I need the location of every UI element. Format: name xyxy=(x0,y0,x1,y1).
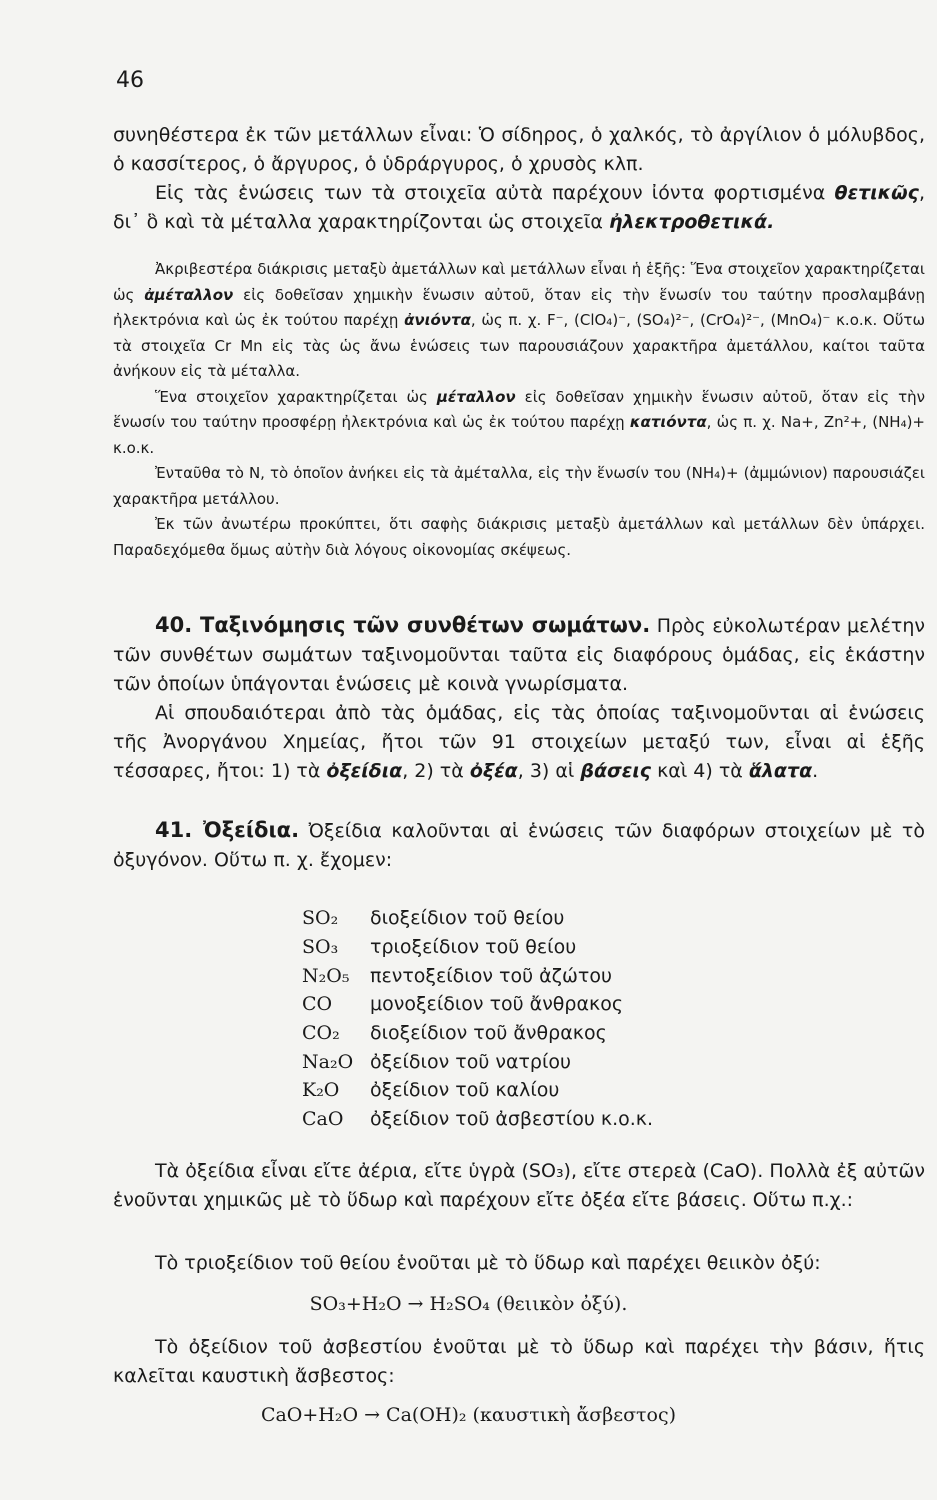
small-p1-text-e: , ὡς π. χ. F⁻, (ClO₄)⁻, (SO₄)²⁻, (CrO₄)²⁻, (MnO₄)⁻ κ.ο.κ. Οὕτω τὰ στοιχεῖα Cr Mn εἰς τὰς ὡς ἄνω ἑνώσεις των παρουσιάζουν χαρακτῆρα ἀμετάλλου, καίτοι ταῦτα ἀνήκουν εἰς τὰ μέταλλα. xyxy=(113,311,926,380)
small-p2-text-c: εἰς δοθεῖσαν χημικὴν ἕνωσιν αὐτοῦ, ὅταν εἰς τὴν ἕνωσίν του ταύτην προσφέρῃ ἠλεκτρόνια καὶ ὡς ἐκ τούτου παρέχῃ xyxy=(113,387,926,431)
oxide-formula: Na₂O xyxy=(302,1050,354,1073)
s40-p2-text-d: καὶ 4) τὰ xyxy=(651,760,749,782)
small-print-section xyxy=(113,257,925,563)
small-p1-text-a: Ἀκριβεστέρα διάκρισις μεταξὺ ἀμετάλλων καὶ μετάλλων εἶναι ἡ ἑξῆς: Ἕνα στοιχεῖον χαρακτηρίζεται ὡς xyxy=(113,260,925,304)
oxide-formula: N₂O₅ xyxy=(302,964,350,987)
oxide-name: τριοξείδιον τοῦ θείου xyxy=(370,936,577,959)
oxide-name: διοξείδιον τοῦ θείου xyxy=(370,907,565,930)
term-ilektrothetika: ἠλεκτροθετικά. xyxy=(608,211,775,233)
intro-p2-text-c: , δι᾽ ὃ καὶ τὰ μέταλλα χαρακτηρίζονται ὡς στοιχεῖα xyxy=(113,182,925,233)
oxide-formula: CO₂ xyxy=(302,1022,340,1045)
oxide-row xyxy=(302,961,653,990)
section-40 xyxy=(113,611,925,786)
term-oxeidia: ὀξείδια xyxy=(326,760,403,782)
small-paragraph-4 xyxy=(113,512,925,563)
term-ametallon: ἀμέταλλον xyxy=(144,285,234,304)
term-kationta: κατιόντα xyxy=(629,413,707,431)
small-p4-text: Ἐκ τῶν ἀνωτέρω προκύπτει, ὅτι σαφὴς διάκρισις μεταξὺ ἀμετάλλων καὶ μετάλλων δὲν ὑπάρχει. Παραδεχόμεθα ὅμως αὐτὴν διὰ λόγους οἰκονομίας σκέψεως. xyxy=(113,515,925,559)
small-p2-text-a: Ἕνα στοιχεῖον χαρακτηρίζεται ὡς xyxy=(155,387,437,406)
small-paragraph-2 xyxy=(113,385,925,462)
oxide-name: διοξείδιον τοῦ ἄνθρακος xyxy=(370,1022,607,1045)
s40-p2-text-e: . xyxy=(812,760,819,782)
after-paragraph-3: Τὸ ὀξείδιον τοῦ ἀσβεστίου ἑνοῦται μὲ τὸ ὕδωρ καὶ παρέχει τὴν βάσιν, ἥτις καλεῖται καυστικὴ ἄσβεστος: xyxy=(113,1336,925,1387)
oxide-row xyxy=(302,904,653,933)
equation-calcium-hydroxide: CaO+H₂O → Ca(OH)₂ (καυστικὴ ἄσβεστος) xyxy=(260,1404,677,1426)
s40-p2-text-b: , 2) τὰ xyxy=(402,760,470,782)
intro-section xyxy=(113,121,925,237)
oxide-row xyxy=(302,1019,653,1048)
oxides-list xyxy=(302,904,653,1134)
section-41-heading: 41. Ὀξείδια. xyxy=(155,818,300,842)
term-vaseis: βάσεις xyxy=(580,760,652,782)
small-p2-text-e: , ὡς π. χ. Na+, Zn²+, (NH₄)+ κ.ο.κ. xyxy=(113,413,925,457)
term-anionta: ἀνιόντα xyxy=(404,311,471,329)
oxide-row xyxy=(302,1105,653,1134)
after-paragraph-1: Τὰ ὀξείδια εἶναι εἴτε ἀέρια, εἴτε ὑγρὰ (SO₃), εἴτε στερεὰ (CaO). Πολλὰ ἐξ αὐτῶν ἑνοῦνται χημικῶς μὲ τὸ ὕδωρ καὶ παρέχουν εἴτε ὀξέα εἴτε βάσεις. Οὕτω π.χ.: xyxy=(113,1160,925,1211)
section-40-heading: 40. Ταξινόμησις τῶν συνθέτων σωμάτων. xyxy=(155,613,651,637)
page-number: 46 xyxy=(116,68,144,93)
intro-p2-text-a: Εἰς τὰς ἑνώσεις των τὰ στοιχεῖα αὐτὰ παρέχουν ἰόντα φορτισμένα xyxy=(155,182,835,204)
oxide-name: ὀξείδιον τοῦ ἀσβεστίου κ.ο.κ. xyxy=(370,1108,654,1131)
small-p3-text: Ἐνταῦθα τὸ N, τὸ ὁποῖον ἀνήκει εἰς τὰ ἀμέταλλα, εἰς τὴν ἕνωσίν του (NH₄)+ (ἀμμώνιον) παρουσιάζει χαρακτῆρα μετάλλου. xyxy=(113,464,925,508)
oxide-formula: K₂O xyxy=(302,1079,340,1102)
oxide-formula: CO xyxy=(302,993,333,1016)
intro-paragraph-1 xyxy=(113,121,925,179)
s40-p2-text-a: Αἱ σπουδαιότεραι ἀπὸ τὰς ὁμάδας, εἰς τὰς ὁποίας ταξινομοῦνται αἱ ἑνώσεις τῆς Ἀνοργάνου Χημείας, ἤτοι τῶν 91 στοιχείων μεταξύ των, εἶναι αἱ ἑξῆς τέσσαρες, ἤτοι: 1) τὰ xyxy=(113,702,925,782)
intro-paragraph-2 xyxy=(113,179,925,237)
term-thetikos: θετικῶς xyxy=(834,182,919,204)
section-41-paragraph xyxy=(113,816,925,875)
equation-sulfuric-acid: SO₃+H₂O → H₂SO₄ (θειικὸν ὀξύ). xyxy=(309,1293,628,1315)
oxide-formula: SO₂ xyxy=(302,907,339,930)
oxide-row xyxy=(302,1047,653,1076)
intro-p1-text: συνηθέστερα ἐκ τῶν μετάλλων εἶναι: Ὁ σίδηρος, ὁ χαλκός, τὸ ἀργίλιον ὁ μόλυβδος, ὁ κασσίτερος, ὁ ἄργυρος, ὁ ὑδράργυρος, ὁ χρυσὸς κλπ. xyxy=(113,124,925,175)
small-paragraph-1 xyxy=(113,257,925,385)
section-41-text: Ὀξείδια καλοῦνται αἱ ἑνώσεις τῶν διαφόρων στοιχείων μὲ τὸ ὀξυγόνον. Οὕτω π. χ. ἔχομεν: xyxy=(113,820,925,871)
cao-paragraph xyxy=(113,1333,925,1391)
small-p1-text-c: εἰς δοθεῖσαν χημικὴν ἕνωσιν αὐτοῦ, ὅταν εἰς τὴν ἕνωσίν του ταύτην προσλαμβάνῃ ἠλεκτρόνια καὶ ὡς ἐκ τούτου παρέχῃ xyxy=(113,285,925,329)
section-40-paragraph-2 xyxy=(113,699,925,786)
oxide-name: πεντοξείδιον τοῦ ἀζώτου xyxy=(370,964,612,987)
so3-paragraph xyxy=(113,1249,925,1278)
oxides-properties-paragraph xyxy=(113,1157,925,1215)
oxide-formula: CaO xyxy=(302,1108,344,1131)
oxide-formula: SO₃ xyxy=(302,936,339,959)
oxide-name: ὀξείδιον τοῦ καλίου xyxy=(370,1079,560,1102)
section-41 xyxy=(113,816,925,875)
section-40-text: Πρὸς εὐκολωτέραν μελέτην τῶν συνθέτων σωμάτων ταξινομοῦνται ταῦτα εἰς διαφόρους ὁμάδας, εἰς ἑκάστην τῶν ὁποίων ὑπάγονται ἑνώσεις μὲ κοινὰ γνωρίσματα. xyxy=(113,615,926,695)
oxide-row xyxy=(302,1076,653,1105)
oxide-row xyxy=(302,990,653,1019)
term-alata: ἅλατα xyxy=(748,760,813,782)
oxide-row xyxy=(302,933,653,962)
oxide-name: ὀξείδιον τοῦ νατρίου xyxy=(370,1050,572,1073)
oxide-name: μονοξείδιον τοῦ ἄνθρακος xyxy=(370,993,623,1016)
small-paragraph-3 xyxy=(113,461,925,512)
section-40-paragraph-1 xyxy=(113,611,925,699)
after-paragraph-2: Τὸ τριοξείδιον τοῦ θείου ἑνοῦται μὲ τὸ ὕδωρ καὶ παρέχει θειικὸν ὀξύ: xyxy=(155,1252,821,1274)
term-metallon: μέταλλον xyxy=(436,387,516,406)
term-oxea: ὀξέα xyxy=(469,760,518,782)
s40-p2-text-c: , 3) αἱ xyxy=(517,760,581,782)
